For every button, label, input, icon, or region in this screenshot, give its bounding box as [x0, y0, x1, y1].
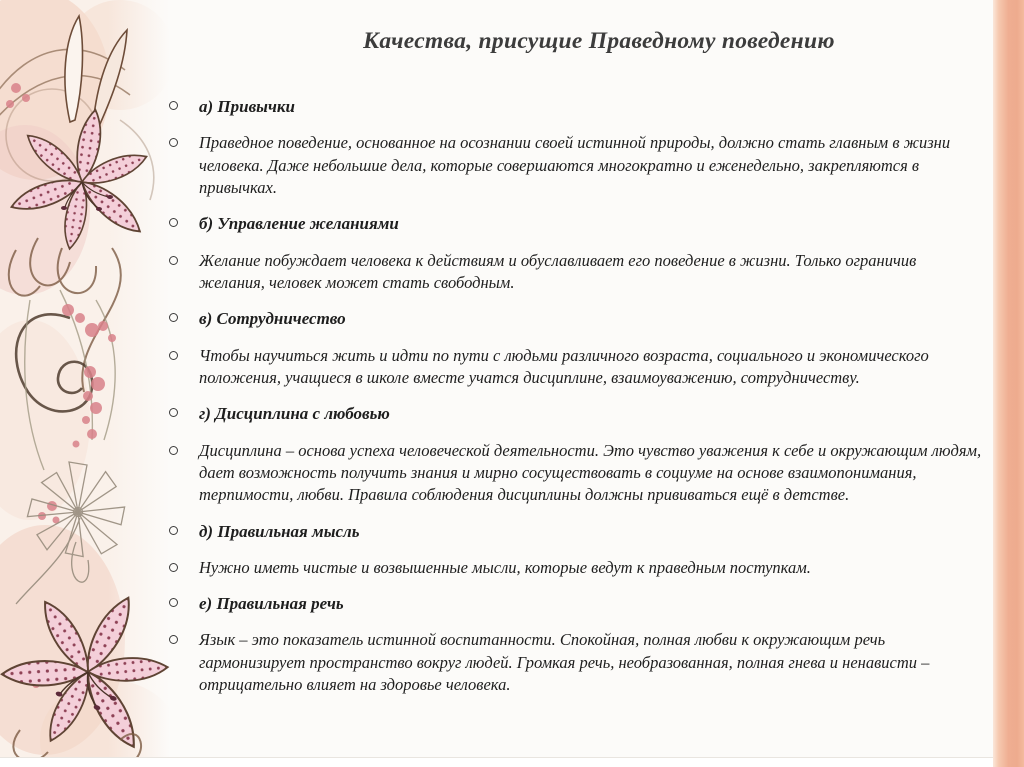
bullet-circle-icon — [169, 256, 178, 265]
heading-text: б) Управление желаниями — [199, 214, 399, 234]
slide-title: Качества, присущие Праведному поведению — [363, 28, 835, 54]
bullet-circle-icon — [169, 563, 178, 572]
heading-text: а) Привычки — [199, 97, 295, 116]
bullet-circle-icon — [169, 101, 178, 110]
list-item-paragraph-g — [162, 440, 986, 507]
paragraph-text: Праведное поведение, основанное на осознании своей истинной природы, должно стать главным в жизни человека. Даже небольшие дела, которые совершаются многократно и еженедельно, закрепляются в привычках. — [199, 133, 951, 197]
heading-text: е) Правильная речь — [199, 594, 344, 614]
bullet-circle-icon — [169, 138, 178, 147]
list-item-heading-g — [162, 402, 986, 425]
heading-text: г) Дисциплина с любовью — [199, 404, 390, 424]
list-item-heading-a — [162, 95, 986, 118]
bullet-circle-icon — [169, 313, 178, 322]
paragraph-text: Желание побуждает человека к действиям и обуславливает его поведение в жизни. Только ограничив желания, человек может стать свободным. — [199, 250, 917, 292]
list-item-paragraph-a — [162, 132, 986, 199]
list-item-heading-d — [162, 520, 986, 543]
qualities-list — [162, 95, 986, 697]
right-accent-bar — [993, 0, 1024, 767]
list-item-paragraph-e — [162, 629, 986, 696]
slide-content — [162, 0, 986, 713]
bullet-circle-icon — [169, 446, 178, 455]
list-item-heading-b — [162, 212, 986, 235]
list-item-paragraph-b — [162, 250, 986, 295]
bullet-circle-icon — [169, 635, 178, 644]
heading-text: в) Сотрудничество — [199, 309, 346, 329]
paragraph-text: Дисциплина – основа успеха человеческой деятельности. Это чувство уважения к себе и окружающим людям, дает возможность получить знания и мирно сосуществовать в социуме на основе взаимопонимания, терпимости, любви. Правила соблюдения дисциплины должны прививаться ещё в детстве. — [199, 440, 982, 505]
bullet-circle-icon — [169, 351, 178, 360]
heading-text: д) Правильная мысль — [199, 521, 360, 541]
list-item-heading-e — [162, 592, 986, 615]
bullet-circle-icon — [169, 218, 178, 227]
bullet-circle-icon — [169, 408, 178, 417]
floral-lily-illustration — [0, 0, 170, 767]
list-item-paragraph-d — [162, 557, 986, 579]
bullet-circle-icon — [169, 526, 178, 535]
list-item-heading-v — [162, 307, 986, 330]
bottom-edge-strip — [0, 757, 993, 767]
paragraph-text: Нужно иметь чистые и возвышенные мысли, которые ведут к праведным поступкам. — [199, 557, 811, 577]
list-item-paragraph-v — [162, 345, 986, 390]
bullet-circle-icon — [169, 598, 178, 607]
paragraph-text: Язык – это показатель истинной воспитанности. Спокойная, полная любви к окружающим речь гармонизирует пространство вокруг людей. Громкая речь, необразованная, полная гнева и ненависти – отрицательно влияет на здоровье человека. — [199, 630, 930, 695]
paragraph-text: Чтобы научиться жить и идти по пути с людьми различного возраста, социального и экономического положения, учащиеся в школе вместе учатся дисциплине, взаимоуважению, сотрудничеству. — [199, 345, 929, 387]
